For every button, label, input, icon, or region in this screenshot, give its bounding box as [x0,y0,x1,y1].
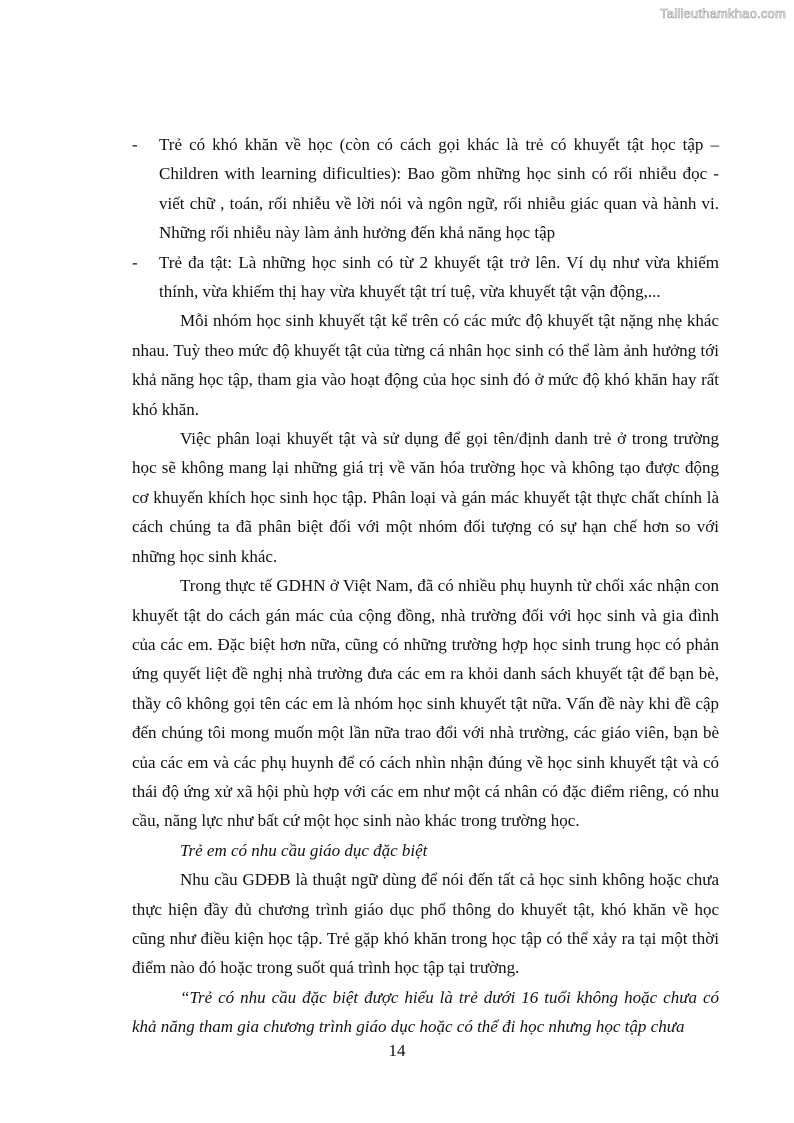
bullet-item [132,248,719,307]
bullet-dash: - [132,252,138,272]
paragraph: Việc phân loại khuyết tật và sử dụng để gọi tên/định danh trẻ ở trong trường học sẽ không mang lại những giá trị về văn hóa trường học và không tạo được động cơ khuyến khích học sinh học tập. Phân loại và gán mác khuyết tật thực chất chính là cách chúng ta đã phân biệt đối với một nhóm đối tượng có sự hạn chế hơn so với những học sinh khác. [132,429,719,566]
paragraph: Nhu cầu GDĐB là thuật ngữ dùng để nói đến tất cả học sinh không hoặc chưa thực hiện đầy đủ chương trình giáo dục phổ thông do khuyết tật, khó khăn về học cũng như điều kiện học tập. Trẻ gặp khó khăn trong học tập có thể xảy ra tại một thời điểm nào đó hoặc trong suốt quá trình học tập tại trường. [132,870,719,978]
bullet-dash: - [132,135,138,154]
section-heading: Trẻ em có nhu cầu giáo dục đặc biệt [180,840,428,860]
page-body [132,130,719,1042]
bullet-text: Trẻ có khó khăn về học (còn có cách gọi khác là trẻ có khuyết tật học tập – Children with learning dificulties): Bao gồm những học sinh có rối nhiễu đọc - viết chữ , toán, rối nhiễu về lời nói và ngôn ngữ, rối nhiễu giác quan và hành vi. Những rối nhiễu này làm ảnh hưởng đến khả năng học tập [159,135,719,243]
bullet-item [132,130,719,248]
quote: “Trẻ có nhu cầu đặc biệt được hiểu là trẻ dưới 16 tuổi không hoặc chưa có khả năng tham gia chương trình giáo dục hoặc có thể đi học nhưng học tập chưa [132,987,719,1037]
page-number: 14 [388,1041,406,1060]
paragraph: Trong thực tế GDHN ở Việt Nam, đã có nhiều phụ huynh từ chối xác nhận con khuyết tật do cách gán mác của cộng đồng, nhà trường đối với học sinh và gia đình của các em. Đặc biệt hơn nữa, cũng có những trường hợp học sinh trung học có phản ứng quyết liệt đề nghị nhà trường đưa các em ra khỏi danh sách khuyết tật để bạn bè, thầy cô không gọi tên các em là nhóm học sinh khuyết tật nữa. Vấn đề này khi đề cập đến chúng tôi mong muốn một lần nữa trao đổi với nhà trường, các giáo viên, bạn bè của các em và các phụ huynh để có cách nhìn nhận đúng về học sinh khuyết tật và có thái độ ứng xử xã hội phù hợp với các em như một cá nhân có đặc điểm riêng, có nhu cầu, năng lực như bất cứ một học sinh nào khác trong trường học. [132,576,719,831]
bullet-text: Trẻ đa tật: Là những học sinh có từ 2 khuyết tật trở lên. Ví dụ như vừa khiếm thính, vừa khiếm thị hay vừa khuyết tật trí tuệ, vừa khuyết tật vận động,... [159,252,719,302]
paragraph: Mỗi nhóm học sinh khuyết tật kể trên có các mức độ khuyết tật nặng nhẹ khác nhau. Tuỳ theo mức độ khuyết tật của từng cá nhân học sinh có thể làm ảnh hưởng tới khả năng học tập, tham gia vào hoạt động của học sinh đó ở mức độ khó khăn hay rất khó khăn. [132,311,719,419]
watermark: Tailieuthamkhao.com [660,6,786,21]
